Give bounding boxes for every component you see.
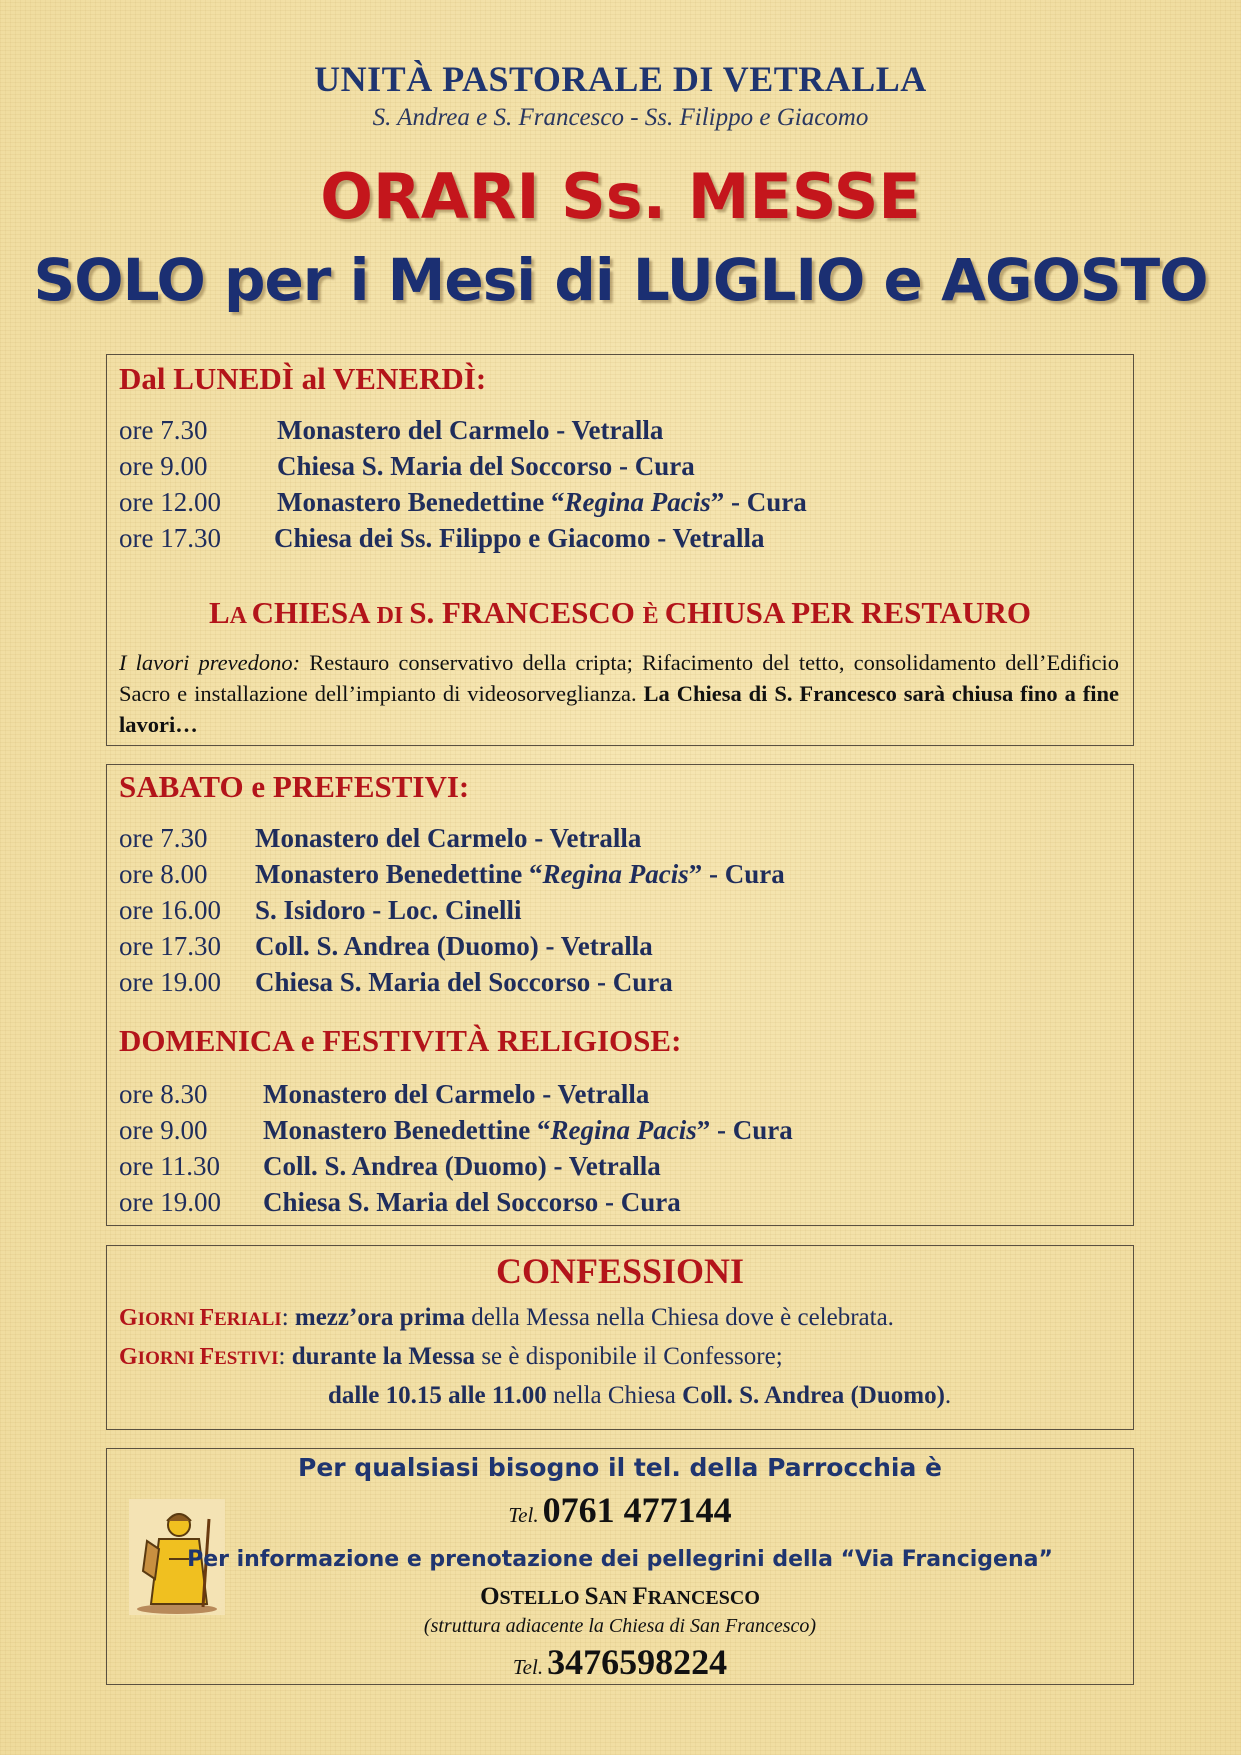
parish-phone: Tel. 0761 477144: [508, 1490, 732, 1530]
header-subtitle: S. Andrea e S. Francesco - Ss. Filippo e Giacomo: [372, 104, 869, 131]
ostello-note: (struttura adiacente la Chiesa di San Francesco): [423, 1615, 817, 1637]
main-subtitle: SOLO per i Mesi di LUGLIO e AGOSTO: [33, 246, 1208, 314]
confessions-festivi: GIORNI FESTIVI: durante la Messa se è disponibile il Confessore;: [119, 1343, 783, 1370]
sunday-heading: DOMENICA e FESTIVITÀ RELIGIOSE:: [119, 1023, 682, 1058]
confessions-box: [106, 1245, 1134, 1430]
confessions-title: CONFESSIONI: [495, 1251, 745, 1291]
weekday-row: ore 7.30 Monastero del Carmelo - Vetralla: [119, 415, 664, 445]
saturday-row: ore 19.00 Chiesa S. Maria del Soccorso - Cura: [119, 967, 673, 997]
restoration-notice-text: I lavori prevedono: Restauro conservativo della cripta; Rifacimento del tetto, consolidamento dell’Edificio Sacro e installazione dell’impianto di videosorveglianza. La Chiesa di S. Francesco sarà chiusa fino a fine lavori…: [119, 650, 1119, 737]
restoration-notice-title: LA CHIESA DI S. FRANCESCO È CHIUSA PER RESTAURO: [208, 595, 1032, 630]
header-title: UNITÀ PASTORALE DI VETRALLA: [314, 59, 927, 99]
parish-phone-intro: Per qualsiasi bisogno il tel. della Parrocchia è: [298, 1453, 942, 1482]
weekday-row: ore 9.00 Chiesa S. Maria del Soccorso - Cura: [119, 451, 695, 481]
saturday-heading: SABATO e PREFESTIVI:: [119, 769, 470, 804]
weekdays-box: [106, 354, 1134, 746]
contact-box: [106, 1448, 1134, 1685]
ostello-phone: Tel. 3476598224: [512, 1642, 728, 1682]
pilgrim-info: Per informazione e prenotazione dei pellegrini della “Via Francigena”: [187, 1547, 1053, 1572]
sunday-row: ore 11.30 Coll. S. Andrea (Duomo) - Vetralla: [119, 1151, 661, 1181]
weekend-box: [106, 764, 1134, 1226]
confessions-feriali: GIORNI FERIALI: mezz’ora prima della Messa nella Chiesa dove è celebrata.: [119, 1304, 894, 1331]
sunday-row: ore 9.00 Monastero Benedettine “Regina Pacis” - Cura: [119, 1115, 793, 1145]
ostello-name: OSTELLO SAN FRANCESCO: [480, 1583, 760, 1610]
main-title: ORARI Ss. MESSE: [320, 160, 921, 233]
weekday-row: ore 17.30 Chiesa dei Ss. Filippo e Giacomo - Vetralla: [119, 523, 765, 553]
saturday-row: ore 17.30 Coll. S. Andrea (Duomo) - Vetralla: [119, 931, 653, 961]
sunday-row: ore 8.30 Monastero del Carmelo - Vetralla: [119, 1079, 650, 1109]
weekday-row: ore 12.00 Monastero Benedettine “Regina Pacis” - Cura: [119, 487, 807, 517]
weekdays-heading: Dal LUNEDÌ al VENERDÌ:: [119, 361, 487, 396]
saturday-row: ore 7.30 Monastero del Carmelo - Vetralla: [119, 823, 642, 853]
confessions-festivi-hours: dalle 10.15 alle 11.00 nella Chiesa Coll. S. Andrea (Duomo).: [328, 1382, 952, 1409]
saturday-row: ore 16.00 S. Isidoro - Loc. Cinelli: [119, 895, 522, 925]
saturday-row: ore 8.00 Monastero Benedettine “Regina Pacis” - Cura: [119, 859, 785, 889]
sunday-row: ore 19.00 Chiesa S. Maria del Soccorso - Cura: [119, 1187, 681, 1217]
